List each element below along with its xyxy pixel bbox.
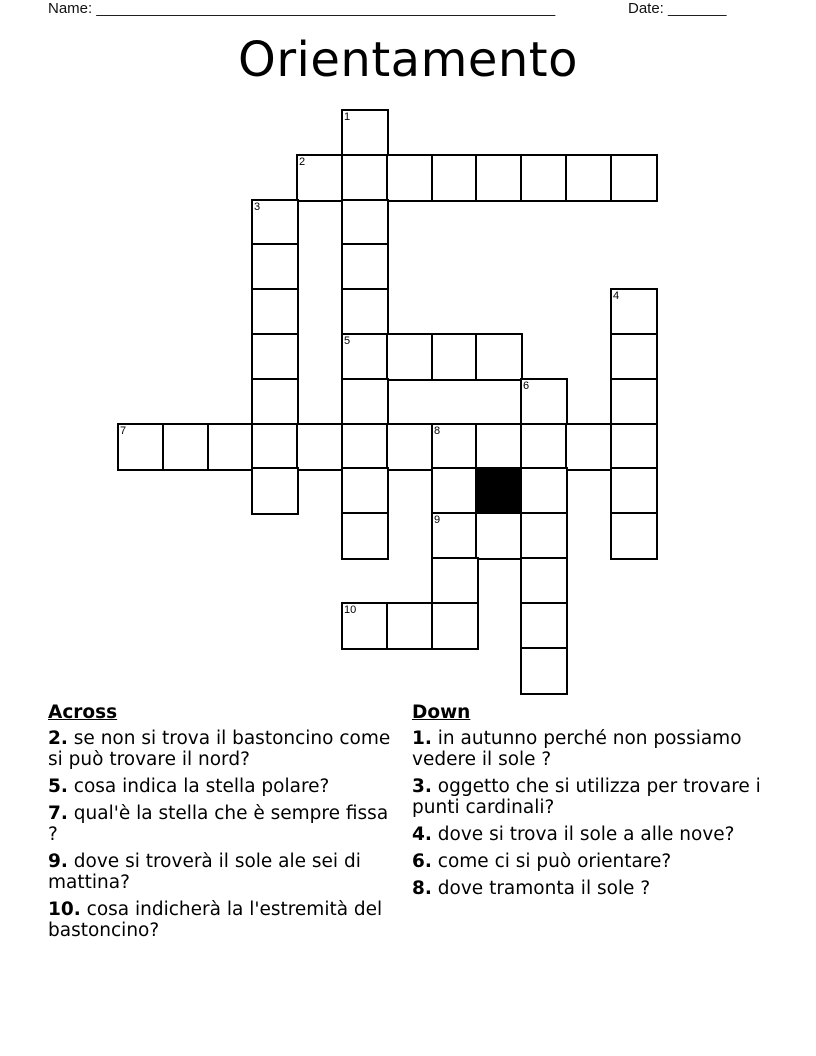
crossword-cell[interactable] [565, 423, 613, 471]
crossword-cell[interactable] [431, 512, 479, 560]
name-field-line: Name: _______________________________________________________ [48, 0, 556, 17]
crossword-cell[interactable] [431, 557, 479, 605]
clue-number: 4 [613, 290, 620, 302]
crossword-cell[interactable] [610, 378, 658, 426]
clue-item-text: come ci si può orientare? [437, 851, 672, 872]
crossword-cell[interactable] [341, 288, 389, 336]
crossword-cell[interactable] [341, 199, 389, 247]
clue-item [48, 899, 398, 941]
clue-item-number: 5. [48, 776, 68, 797]
clue-item-text: in autunno perché non possiamo vedere il sole ? [412, 728, 742, 770]
crossword-cell[interactable] [520, 647, 568, 695]
crossword-cell[interactable] [386, 154, 434, 202]
crossword-cell[interactable] [341, 378, 389, 426]
clue-number: 3 [254, 201, 261, 213]
clue-item-text: dove si trova il sole a alle nove? [437, 824, 735, 845]
crossword-cell[interactable] [162, 423, 210, 471]
clue-item-text: cosa indica la stella polare? [73, 776, 330, 797]
crossword-cell[interactable] [386, 333, 434, 381]
clue-item [412, 851, 762, 872]
crossword-cell[interactable] [520, 467, 568, 515]
crossword-cell[interactable] [475, 423, 523, 471]
crossword-cell[interactable] [386, 602, 434, 650]
crossword-cell[interactable] [431, 154, 479, 202]
clue-item-number: 6. [412, 851, 432, 872]
down-clues [412, 702, 762, 905]
clue-number: 1 [344, 111, 351, 123]
crossword-cell[interactable] [431, 602, 479, 650]
crossword-cell[interactable] [475, 512, 523, 560]
crossword-cell[interactable] [520, 423, 568, 471]
page-title: Orientamento [238, 32, 578, 88]
crossword-cell[interactable] [341, 467, 389, 515]
crossword-cell[interactable] [207, 423, 255, 471]
crossword-cell[interactable] [341, 512, 389, 560]
crossword-cell[interactable] [431, 467, 479, 515]
crossword-cell[interactable] [386, 423, 434, 471]
crossword-cell[interactable] [251, 243, 299, 291]
crossword-cell[interactable] [341, 243, 389, 291]
clue-item [48, 803, 398, 845]
clue-item [412, 776, 762, 818]
crossword-cell[interactable] [475, 154, 523, 202]
crossword-cell[interactable] [610, 423, 658, 471]
clue-item-number: 8. [412, 878, 432, 899]
clue-item [412, 878, 762, 899]
crossword-cell[interactable] [610, 512, 658, 560]
crossword-cell[interactable] [431, 333, 479, 381]
clue-item-number: 7. [48, 803, 68, 824]
clue-item-text: oggetto che si utilizza per trovare i punti cardinali? [412, 776, 761, 818]
clue-item-text: qual'è la stella che è sempre fissa ? [48, 803, 389, 845]
clue-item [48, 728, 398, 770]
crossword-cell[interactable] [341, 109, 389, 157]
clue-item-number: 2. [48, 728, 68, 749]
clue-item [48, 776, 398, 797]
crossword-cell[interactable] [520, 378, 568, 426]
clue-item-text: cosa indicherà la l'estremità del bastoncino? [48, 899, 383, 941]
clue-item-number: 4. [412, 824, 432, 845]
crossword-cell[interactable] [296, 154, 344, 202]
crossword-cell[interactable] [431, 423, 479, 471]
clue-number: 7 [120, 425, 127, 437]
across-heading: Across [48, 702, 118, 723]
crossword-cell[interactable] [520, 557, 568, 605]
clue-number: 8 [434, 425, 441, 437]
clue-number: 2 [299, 156, 306, 168]
crossword-cell[interactable] [520, 512, 568, 560]
crossword-cell[interactable] [610, 333, 658, 381]
crossword-cell[interactable] [610, 467, 658, 515]
clue-item [412, 824, 762, 845]
across-clues [48, 702, 398, 947]
clue-item-number: 3. [412, 776, 432, 797]
crossword-cell[interactable] [251, 378, 299, 426]
crossword-cell[interactable] [341, 423, 389, 471]
clue-item-number: 10. [48, 899, 81, 920]
crossword-cell[interactable] [251, 333, 299, 381]
clue-number: 5 [344, 335, 351, 347]
crossword-cell[interactable] [520, 602, 568, 650]
crossword-cell[interactable] [251, 423, 299, 471]
crossword-cell[interactable] [341, 333, 389, 381]
crossword-cell[interactable] [251, 467, 299, 515]
clue-item-text: dove tramonta il sole ? [437, 878, 651, 899]
crossword-cell[interactable] [610, 154, 658, 202]
clue-number: 9 [434, 514, 441, 526]
crossword-cell[interactable] [251, 288, 299, 336]
crossword-cell[interactable] [117, 423, 165, 471]
down-heading: Down [412, 702, 471, 723]
crossword-cell[interactable] [520, 154, 568, 202]
clue-item-number: 9. [48, 851, 68, 872]
crossword-cell[interactable] [341, 602, 389, 650]
clue-number: 10 [344, 604, 357, 616]
clue-item [412, 728, 762, 770]
crossword-cell[interactable] [565, 154, 613, 202]
crossword-black-cell [475, 467, 523, 515]
crossword-cell[interactable] [341, 154, 389, 202]
clue-item-number: 1. [412, 728, 432, 749]
crossword-cell[interactable] [251, 199, 299, 247]
crossword-cell[interactable] [296, 423, 344, 471]
clue-number: 6 [523, 380, 530, 392]
crossword-cell[interactable] [475, 333, 523, 381]
clue-item-text: se non si trova il bastoncino come si può trovare il nord? [48, 728, 391, 770]
clue-item [48, 851, 398, 893]
date-field-line: Date: _______ [628, 0, 727, 17]
crossword-cell[interactable] [610, 288, 658, 336]
clue-item-text: dove si troverà il sole ale sei di mattina? [48, 851, 361, 893]
